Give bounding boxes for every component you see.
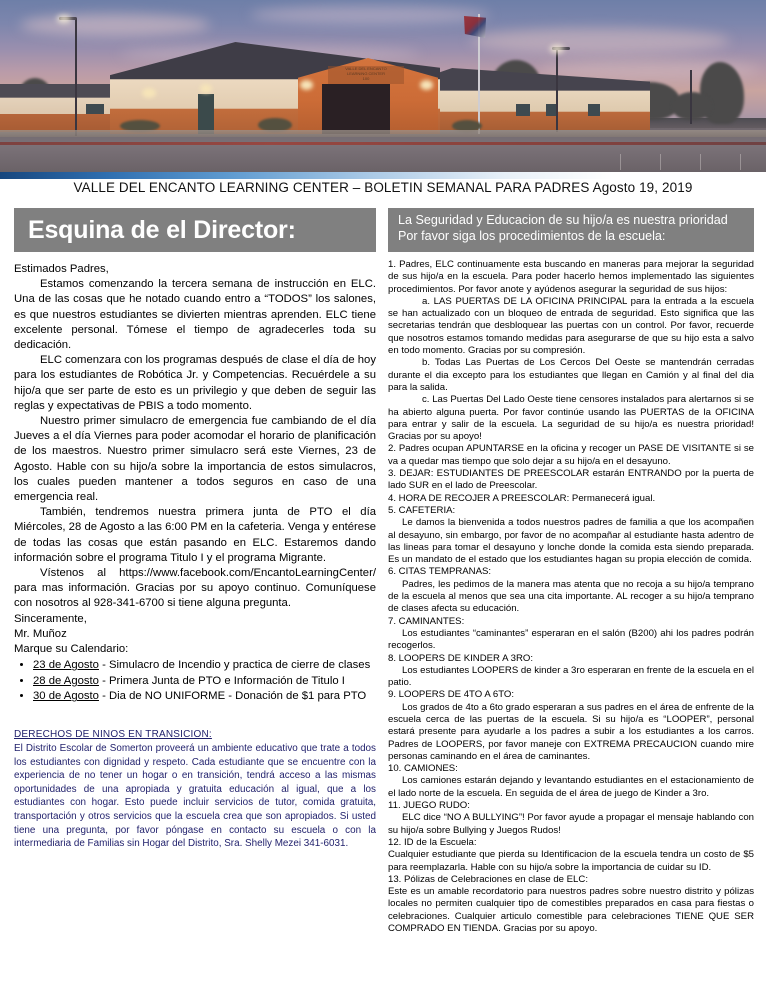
- light-pole: [690, 70, 692, 124]
- procedure-item-13-body: Este es un amable recordatorio para nuestros padres sobre nuestro distrito y pólizas locales no permiten cualquier tipo de comestibles preparados en casa para fiestas o celebraciones. Cualquier articulo comestible para celebraciones TIENE QUE SER COMPRADO EN TIENDA. Gracias por su apoyo.: [388, 886, 754, 935]
- calendar-item: [33, 689, 376, 705]
- procedure-item-5-heading: 5. CAFETERIA:: [388, 504, 456, 516]
- transition-rights-body: El Distrito Escolar de Somerton proveerá un ambiente educativo que trate a todos los estudiantes con dignidad y respeto. Cada estudiante que se encuentre con la experiencia de no tener un hogar o en transición, tendrá acceso a las mismas oportunidades de una apropiada y gratuita educación al igual, que a los estudiantes con hogar. Esto puede incluir servicios de tutor, comida gratuita, transportación y otros servicios que la escuela crea que son apropiados. Si usted tiene una pregunta, por favor póngase en contacto su escuela o con la intermediaria de Familias sin Hogar del Distrito, Sra. Shelly Mezei 341-6031.: [14, 743, 376, 850]
- window: [86, 104, 104, 114]
- right-column: [388, 208, 754, 935]
- procedure-item-1c: c. Las Puertas Del Lado Oeste tiene censores instalados para alertarnos si se ha abierto alguna puerta. Por favor continúe usando las PUERTAS de la OFICINA para entrar y salir de la escuela. La seguridad de su hijo/a es nuestra prioridad! Gracias por su apoyo!: [388, 394, 754, 443]
- procedure-item-8-heading: 8. LOOPERS DE KINDER A 3RO:: [388, 652, 534, 664]
- school-photo: [0, 0, 766, 172]
- procedure-item-6-body: Padres, les pedimos de la manera mas atenta que no recoja a su hijo/a temprano de la escuela al menos que sea una cita importante. AL recoger a su hijo/a temprano de clases afecta su educación.: [388, 578, 754, 615]
- sidewalk: [0, 130, 766, 137]
- calendar-item-date: 23 de Agosto: [33, 659, 99, 672]
- transition-rights-section: [14, 729, 376, 851]
- calendar-heading: Marque su Calendario:: [14, 643, 129, 656]
- procedure-item-3: 3. DEJAR: ESTUDIANTES DE PREESCOLAR estarán ENTRANDO por la puerta de lado SUR en el lado de Preescolar.: [388, 468, 754, 492]
- procedure-item-5-body: Le damos la bienvenida a todos nuestros padres de familia a que los acompañen al desayuno, sin embargo, por favor de no acompañar al estudiante hasta adentro de las lineas para tomar el desayuno y lonche donde la comida esta siendo preparada. Es un mandato de el estado que los estudiantes hagan su propia elección de comida.: [388, 517, 754, 566]
- safety-header-line1: La Seguridad y Educacion de su hijo/a es nuestra prioridad: [398, 213, 728, 227]
- window: [588, 104, 600, 116]
- tree: [672, 92, 712, 120]
- procedure-item-13-heading: 13. Pólizas de Celebraciones en clase de ELC:: [388, 873, 588, 885]
- window: [516, 104, 530, 116]
- light-pole: [75, 18, 77, 136]
- procedure-item-12-heading: 12. ID de la Escuela:: [388, 836, 477, 848]
- procedure-item-1b: b. Todas Las Puertas de Los Cercos Del Oeste se mantendrán cerradas durante el dia excepto para los estudiantes que llegan en Camión y al final del dia para la salida.: [388, 357, 754, 393]
- red-curb: [0, 142, 766, 145]
- directors-corner-header: [14, 208, 376, 252]
- calendar-item: [33, 674, 376, 690]
- letter-signature: Mr. Muñoz: [14, 627, 67, 640]
- procedure-item-7-body: Los estudiantes “caminantes” esperaran en el salón (B200) ahi los padres podrán recogerlos.: [388, 627, 754, 652]
- cloud: [20, 14, 210, 36]
- parking-stall-line: [700, 154, 701, 170]
- calendar-list: [14, 658, 376, 705]
- wall-lamp: [142, 88, 156, 98]
- procedure-item-10-heading: 10. CAMIONES:: [388, 763, 458, 775]
- light-glow: [57, 15, 71, 23]
- procedure-item-2: 2. Padres ocupan APUNTARSE en la oficina y recoger un PASE DE VISITANTE si se va a quedar mas tiempo que solo dejar a su hijo/a en el desayuno.: [388, 443, 754, 467]
- light-glow: [550, 45, 564, 53]
- cloud: [250, 6, 490, 24]
- procedure-item-11-body: ELC dice “NO A BULLYING”! Por favor ayude a propagar el mensaje hablando con su hijo/a sobre Bullying y Juegos Rudos!: [388, 812, 754, 836]
- calendar-item: [33, 658, 376, 674]
- calendar-item-desc: - Primera Junta de PTO e Información de Titulo I: [98, 674, 345, 687]
- calendar-item-desc: - Simulacro de Incendio y practica de cierre de clases: [98, 659, 371, 672]
- left-column: [14, 208, 376, 851]
- safety-procedures-list: [388, 259, 754, 935]
- parking-stall-line: [660, 154, 661, 170]
- procedure-item-7-heading: 7. CAMINANTES:: [388, 615, 465, 627]
- procedure-item-10-body: Los camiones estarán dejando y levantando estudiantes en el estacionamiento de el lado norte de la escuela. En seguida de el área de juego de Kinder a 3ro.: [388, 775, 754, 799]
- cloud: [470, 28, 730, 54]
- procedure-item-9-heading: 9. LOOPERS DE 4TO A 6TO:: [388, 689, 515, 701]
- procedure-item-12-body: Cualquier estudiante que pierda su Identificacion de la escuela tendra un costo de $5 para reemplazarla. Hable con su hijo/a sobre la importancia de cuidar su ID.: [388, 849, 754, 873]
- letter-paragraph-2: ELC comenzara con los programas después de clase el día de hoy para los estudiantes de Robótica Jr. y Competencias. Recuérdele a su hijo/a que ser parte de esto es un privilegio y que deben de seguir las reglas y expectativas de PBIS a todo momento.: [14, 354, 376, 412]
- light-pole: [556, 48, 558, 132]
- procedure-item-1: 1. Padres, ELC continuamente esta buscando en maneras para mejorar la seguridad de sus hijo/a en la escuela. Para poder hacerlo hemos implementado las siguientes procedimientos. Por favor anote y ayúdenos asegurar la seguridad de sus hijos:: [388, 259, 754, 295]
- procedure-item-6-heading: 6. CITAS TEMPRANAS:: [388, 566, 492, 578]
- procedure-item-11-heading: 11. JUEGO RUDO:: [388, 800, 470, 812]
- letter-closing: Sinceramente,: [14, 612, 87, 625]
- procedure-item-1a: a. LAS PUERTAS DE LA OFICINA PRINCIPAL para la entrada a la escuela se han actualizado con un bloqueo de entrada de seguridad. Esto significa que las secretarias tendrán que desbloquear las puertas con un control. Por favor, recuerde que nosotros estamos tomando medidas para asegurarse de que su hijo esta a salvo en todo momento. Gracias por su compresión.: [388, 295, 754, 357]
- transition-rights-heading: DERECHOS DE NINOS EN TRANSICION:: [14, 729, 212, 741]
- entry-doorway: [322, 84, 390, 134]
- blue-divider-rule: [0, 172, 766, 179]
- letter-greeting: Estimados Padres,: [14, 263, 109, 275]
- letter-paragraph-3: Nuestro primer simulacro de emergencia fue cambiando de el día Jueves a el día Viernes para poder acomodar el horario de planificación de los maestros. Nuestro primer simulacro será este Viernes, 23 de Agosto. Hable con su hijo/a sobre la importancia de estos simulacros, los cuales pueden mantener a todos seguros en caso de una emergencia real.: [14, 415, 376, 504]
- entry-sign-line3: 100: [362, 76, 370, 81]
- procedure-item-9-body: Los grados de 4to a 6to grado esperaran a sus padres en el área de enfrente de la escuela cerca de las puertas de la escuela. Si su hijo/a es “LOOPER”, personal estará presente para ayudarle a los padres a subir a los estudiantes a los carros. Padres de LOOPERS, por favor maneje con EXTREMA PRECAUCION cuando mire personas caminando en el área de caminantes.: [388, 701, 754, 762]
- wall-lamp: [300, 80, 313, 90]
- side-door: [198, 94, 214, 134]
- procedure-item-8-body: Los estudiantes LOOPERS de kinder a 3ro esperaran en frente de la escuela en el patio.: [388, 664, 754, 689]
- calendar-item-date: 30 de Agosto: [33, 690, 99, 703]
- safety-header: [388, 208, 754, 252]
- masthead-title: VALLE DEL ENCANTO LEARNING CENTER – BOLETIN SEMANAL PARA PADRES Agosto 19, 2019: [73, 180, 693, 195]
- wall-lamp: [420, 80, 433, 90]
- letter-paragraph-5: Vístenos al https://www.facebook.com/EncantoLearningCenter/ para mas información. Gracias por su apoyo continuo. Comuníquese con nosotros al 928-341-6700 si tiene alguna pregunta.: [14, 567, 376, 610]
- entry-sign: [328, 66, 404, 84]
- directors-corner-title: Esquina de el Director:: [28, 215, 296, 244]
- letter-paragraph-1: Estamos comenzando la tercera semana de instrucción en ELC. Una de las cosas que he notado cuando entro a “TODOS” los salones, es que nuestros estudiantes se divierten mientras aprenden. ELC tiene excelente personal. Tómese el tiempo de agradecerles toda su dedicación.: [14, 278, 376, 352]
- parking-stall-line: [740, 154, 741, 170]
- entry-sign-line2: LEARNING CENTER: [346, 71, 385, 76]
- safety-header-line2: Por favor siga los procedimientos de la escuela:: [398, 228, 666, 243]
- calendar-item-date: 28 de Agosto: [33, 674, 99, 687]
- wall-lamp: [200, 84, 212, 93]
- parking-stall-line: [620, 154, 621, 170]
- procedure-item-4: 4. HORA DE RECOJER A PREESCOLAR: Permanecerá igual.: [388, 492, 656, 504]
- letter-paragraph-4: También, tendremos nuestra primera junta de PTO el día Miércoles, 28 de Agosto a las 6:00 PM en la cafeteria. Venga y entérese de todas las cosas que están pasando en ELC. Estaremos dando información sobre el programa Titulo I y el programa Migrante.: [14, 506, 376, 564]
- calendar-item-desc: - Dia de NO UNIFORME - Donación de $1 para PTO: [98, 690, 367, 703]
- directors-letter: [14, 262, 376, 705]
- entry-sign-line1: VALLE DEL ENCANTO: [345, 66, 387, 71]
